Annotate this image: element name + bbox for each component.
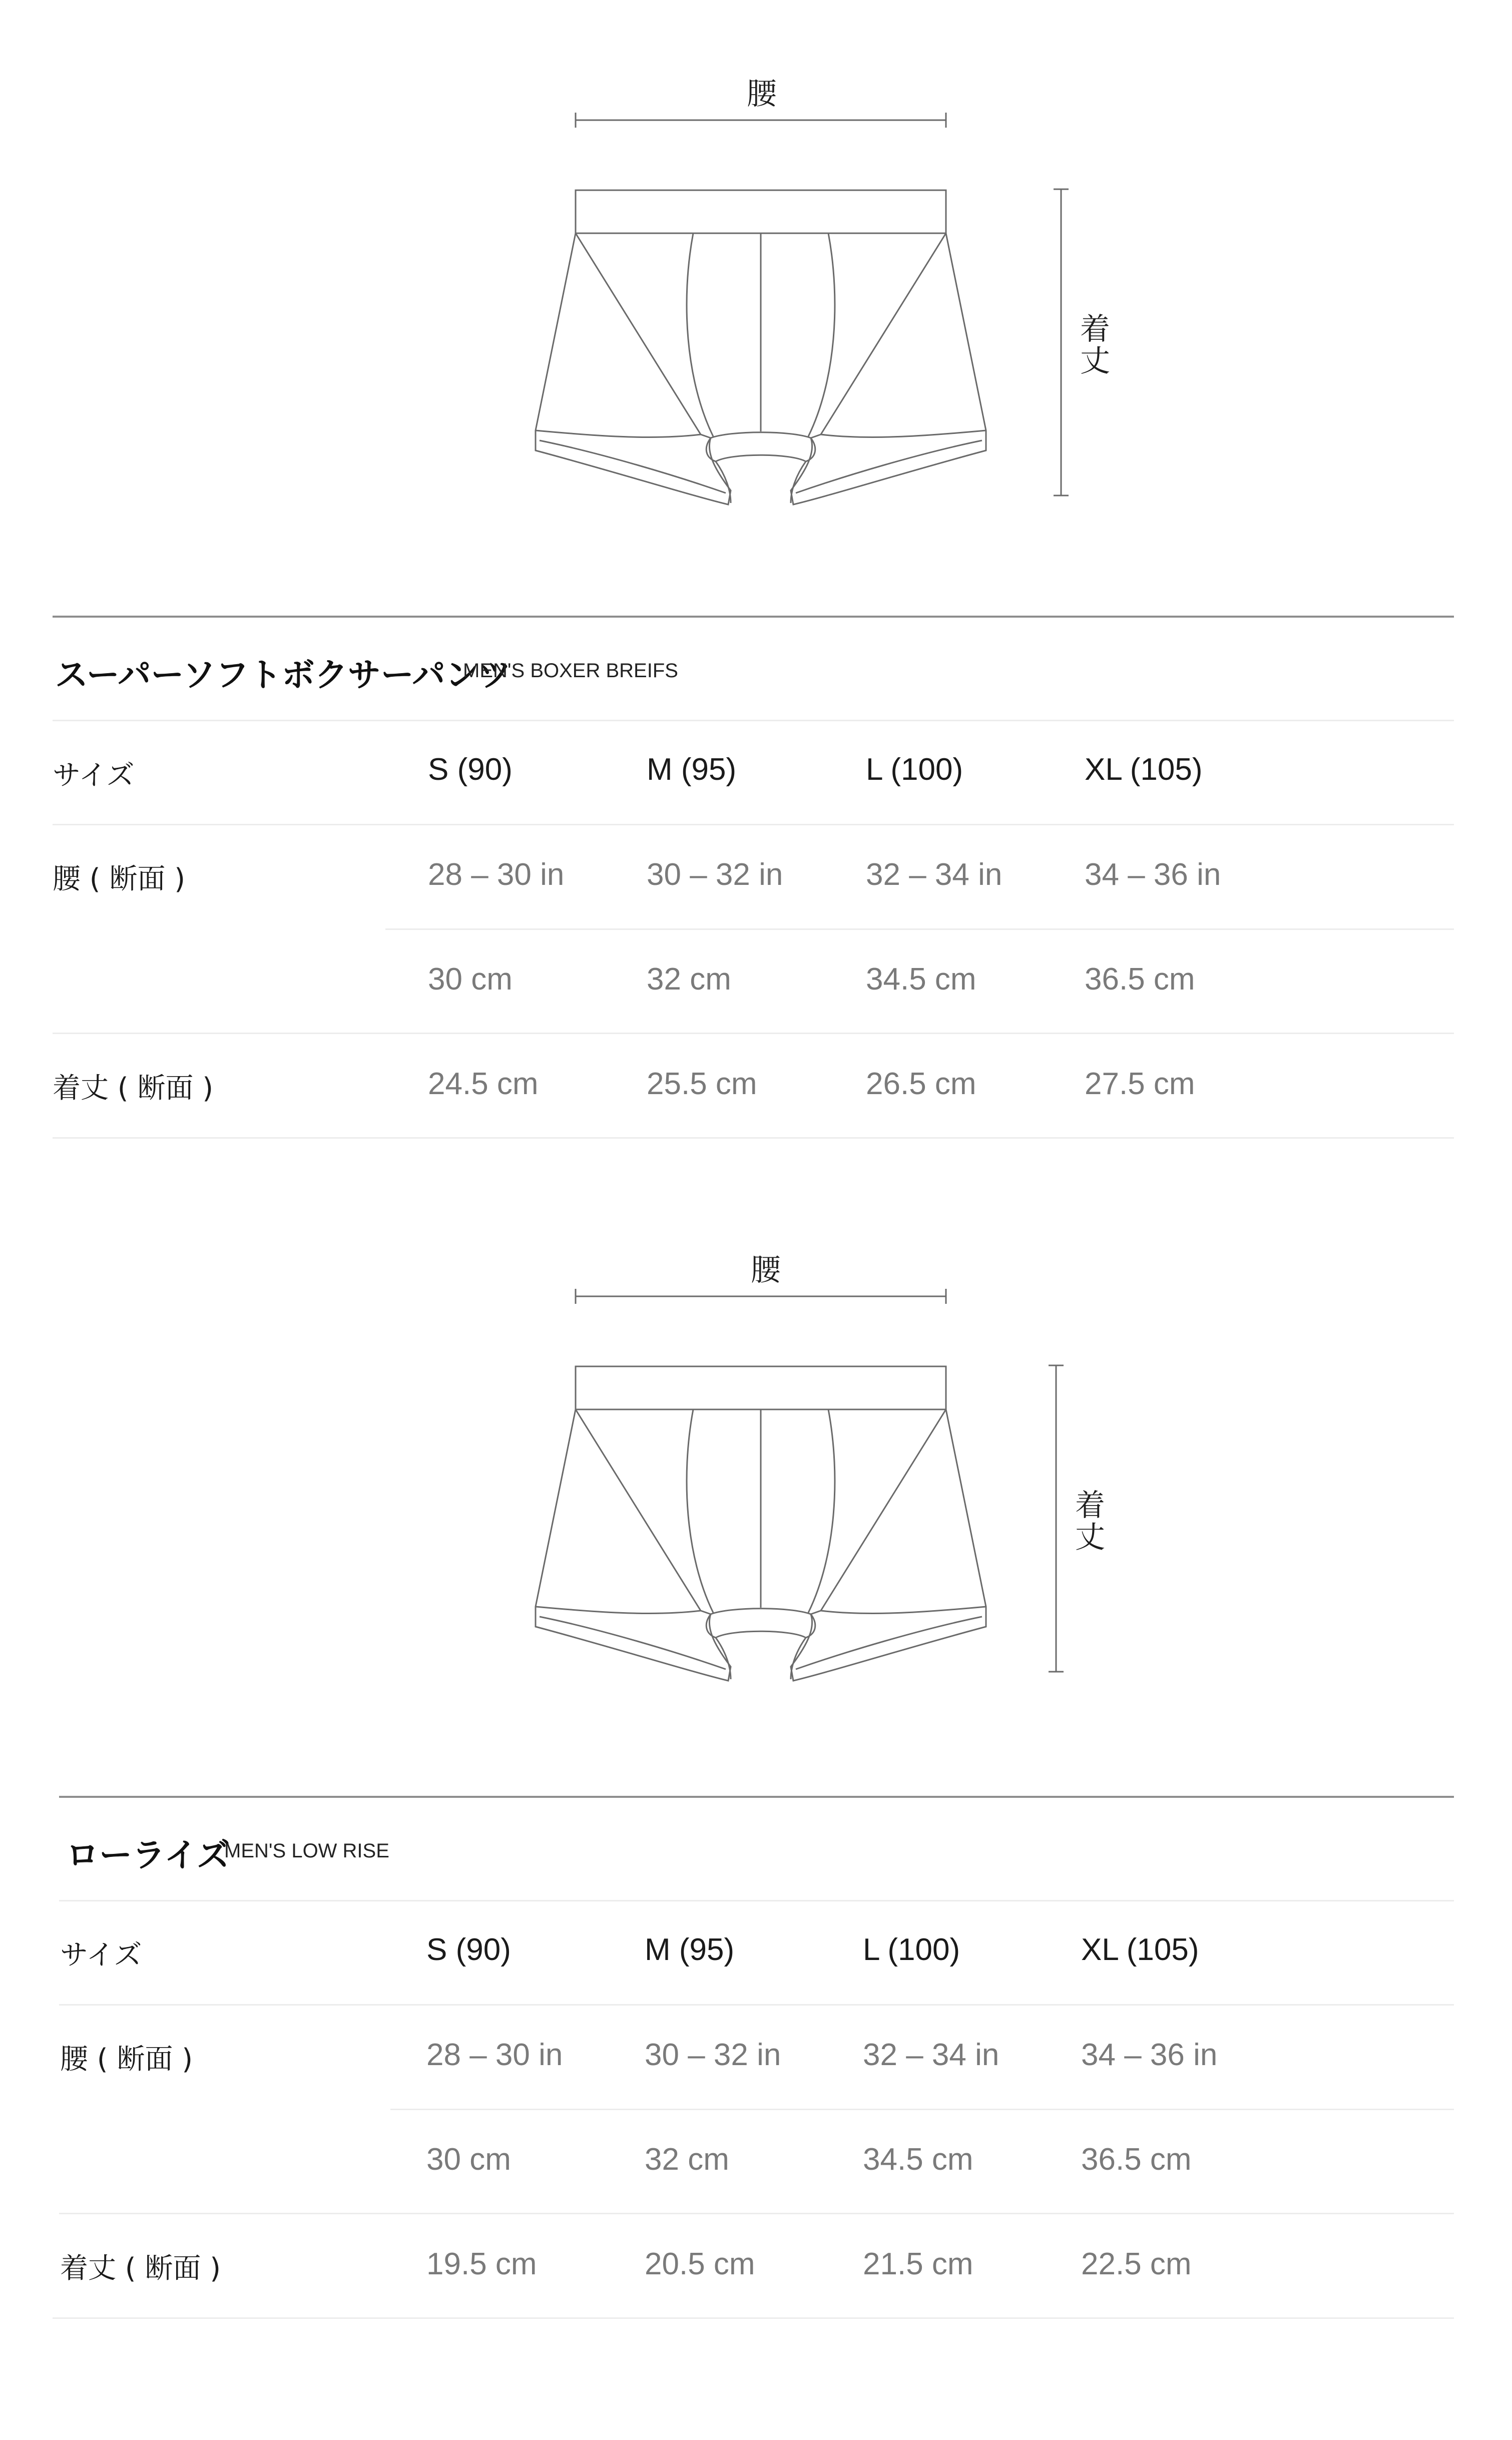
waist-in-value: 32 – 34 in <box>866 857 1002 892</box>
row-divider <box>390 2109 1454 2110</box>
size-header-label: サイズ <box>53 759 135 792</box>
size-header: M (95) <box>647 752 737 787</box>
waist-cm-value: 34.5 cm <box>866 962 976 997</box>
section-subtitle: MEN'S BOXER BREIFS <box>463 660 678 682</box>
section-divider <box>59 1796 1454 1798</box>
waist-in-value: 30 – 32 in <box>647 857 783 892</box>
waist-dimension-label: 腰 <box>751 1253 781 1288</box>
waist-cm-value: 30 cm <box>428 962 513 997</box>
size-header: L (100) <box>866 752 963 787</box>
waist-cm-value: 32 cm <box>645 2142 729 2177</box>
size-header-label: サイズ <box>60 1939 142 1972</box>
boxer-briefs-illustration <box>0 0 1512 551</box>
row-divider <box>59 2004 1454 2006</box>
waist-dimension-label: 腰 <box>747 77 777 112</box>
section-title: ローライズ <box>66 1836 230 1874</box>
section-divider <box>53 616 1454 618</box>
lowrise-diagram <box>0 1176 1512 1727</box>
waist-cm-value: 34.5 cm <box>863 2142 973 2177</box>
length-cm-value: 26.5 cm <box>866 1067 976 1101</box>
length-dimension-label: 着丈 <box>1070 1489 1105 1553</box>
length-cm-value: 24.5 cm <box>428 1067 539 1101</box>
row-divider <box>53 824 1454 825</box>
low-rise-illustration <box>0 1176 1512 1727</box>
length-cm-value: 27.5 cm <box>1085 1067 1195 1101</box>
length-dimension-label: 着丈 <box>1075 313 1110 377</box>
length-cm-value: 25.5 cm <box>647 1067 757 1101</box>
row-divider <box>53 720 1454 721</box>
waist-in-value: 32 – 34 in <box>863 2038 999 2072</box>
size-header: M (95) <box>645 1932 735 1967</box>
waist-cm-value: 36.5 cm <box>1085 962 1195 997</box>
waist-cm-value: 32 cm <box>647 962 731 997</box>
size-header: L (100) <box>863 1932 960 1967</box>
row-divider <box>59 1900 1454 1901</box>
waist-in-value: 30 – 32 in <box>645 2038 781 2072</box>
row-divider <box>53 1137 1454 1139</box>
waist-cm-value: 36.5 cm <box>1081 2142 1192 2177</box>
length-cm-value: 22.5 cm <box>1081 2247 1192 2281</box>
waist-in-value: 34 – 36 in <box>1085 857 1221 892</box>
row-divider <box>53 2317 1454 2319</box>
waist-in-value: 28 – 30 in <box>428 857 565 892</box>
waist-cm-value: 30 cm <box>426 2142 511 2177</box>
row-divider <box>53 1033 1454 1034</box>
length-row-label: 着丈 ( 断面 ) <box>53 1072 214 1105</box>
size-header: S (90) <box>426 1932 511 1967</box>
waist-in-value: 28 – 30 in <box>426 2038 563 2072</box>
boxer-diagram <box>0 0 1512 551</box>
length-cm-value: 20.5 cm <box>645 2247 755 2281</box>
row-divider <box>385 928 1454 930</box>
length-row-label: 着丈 ( 断面 ) <box>60 2252 221 2285</box>
size-header: XL (105) <box>1081 1932 1199 1967</box>
section-subtitle: MEN'S LOW RISE <box>224 1840 389 1862</box>
length-cm-value: 21.5 cm <box>863 2247 973 2281</box>
length-cm-value: 19.5 cm <box>426 2247 537 2281</box>
size-header: XL (105) <box>1085 752 1203 787</box>
waist-row-label: 腰 ( 断面 ) <box>60 2043 193 2076</box>
size-header: S (90) <box>428 752 513 787</box>
row-divider <box>59 2213 1454 2214</box>
waist-in-value: 34 – 36 in <box>1081 2038 1218 2072</box>
section-title: スーパーソフトボクサーパンツ <box>55 656 512 694</box>
waist-row-label: 腰 ( 断面 ) <box>53 863 186 895</box>
